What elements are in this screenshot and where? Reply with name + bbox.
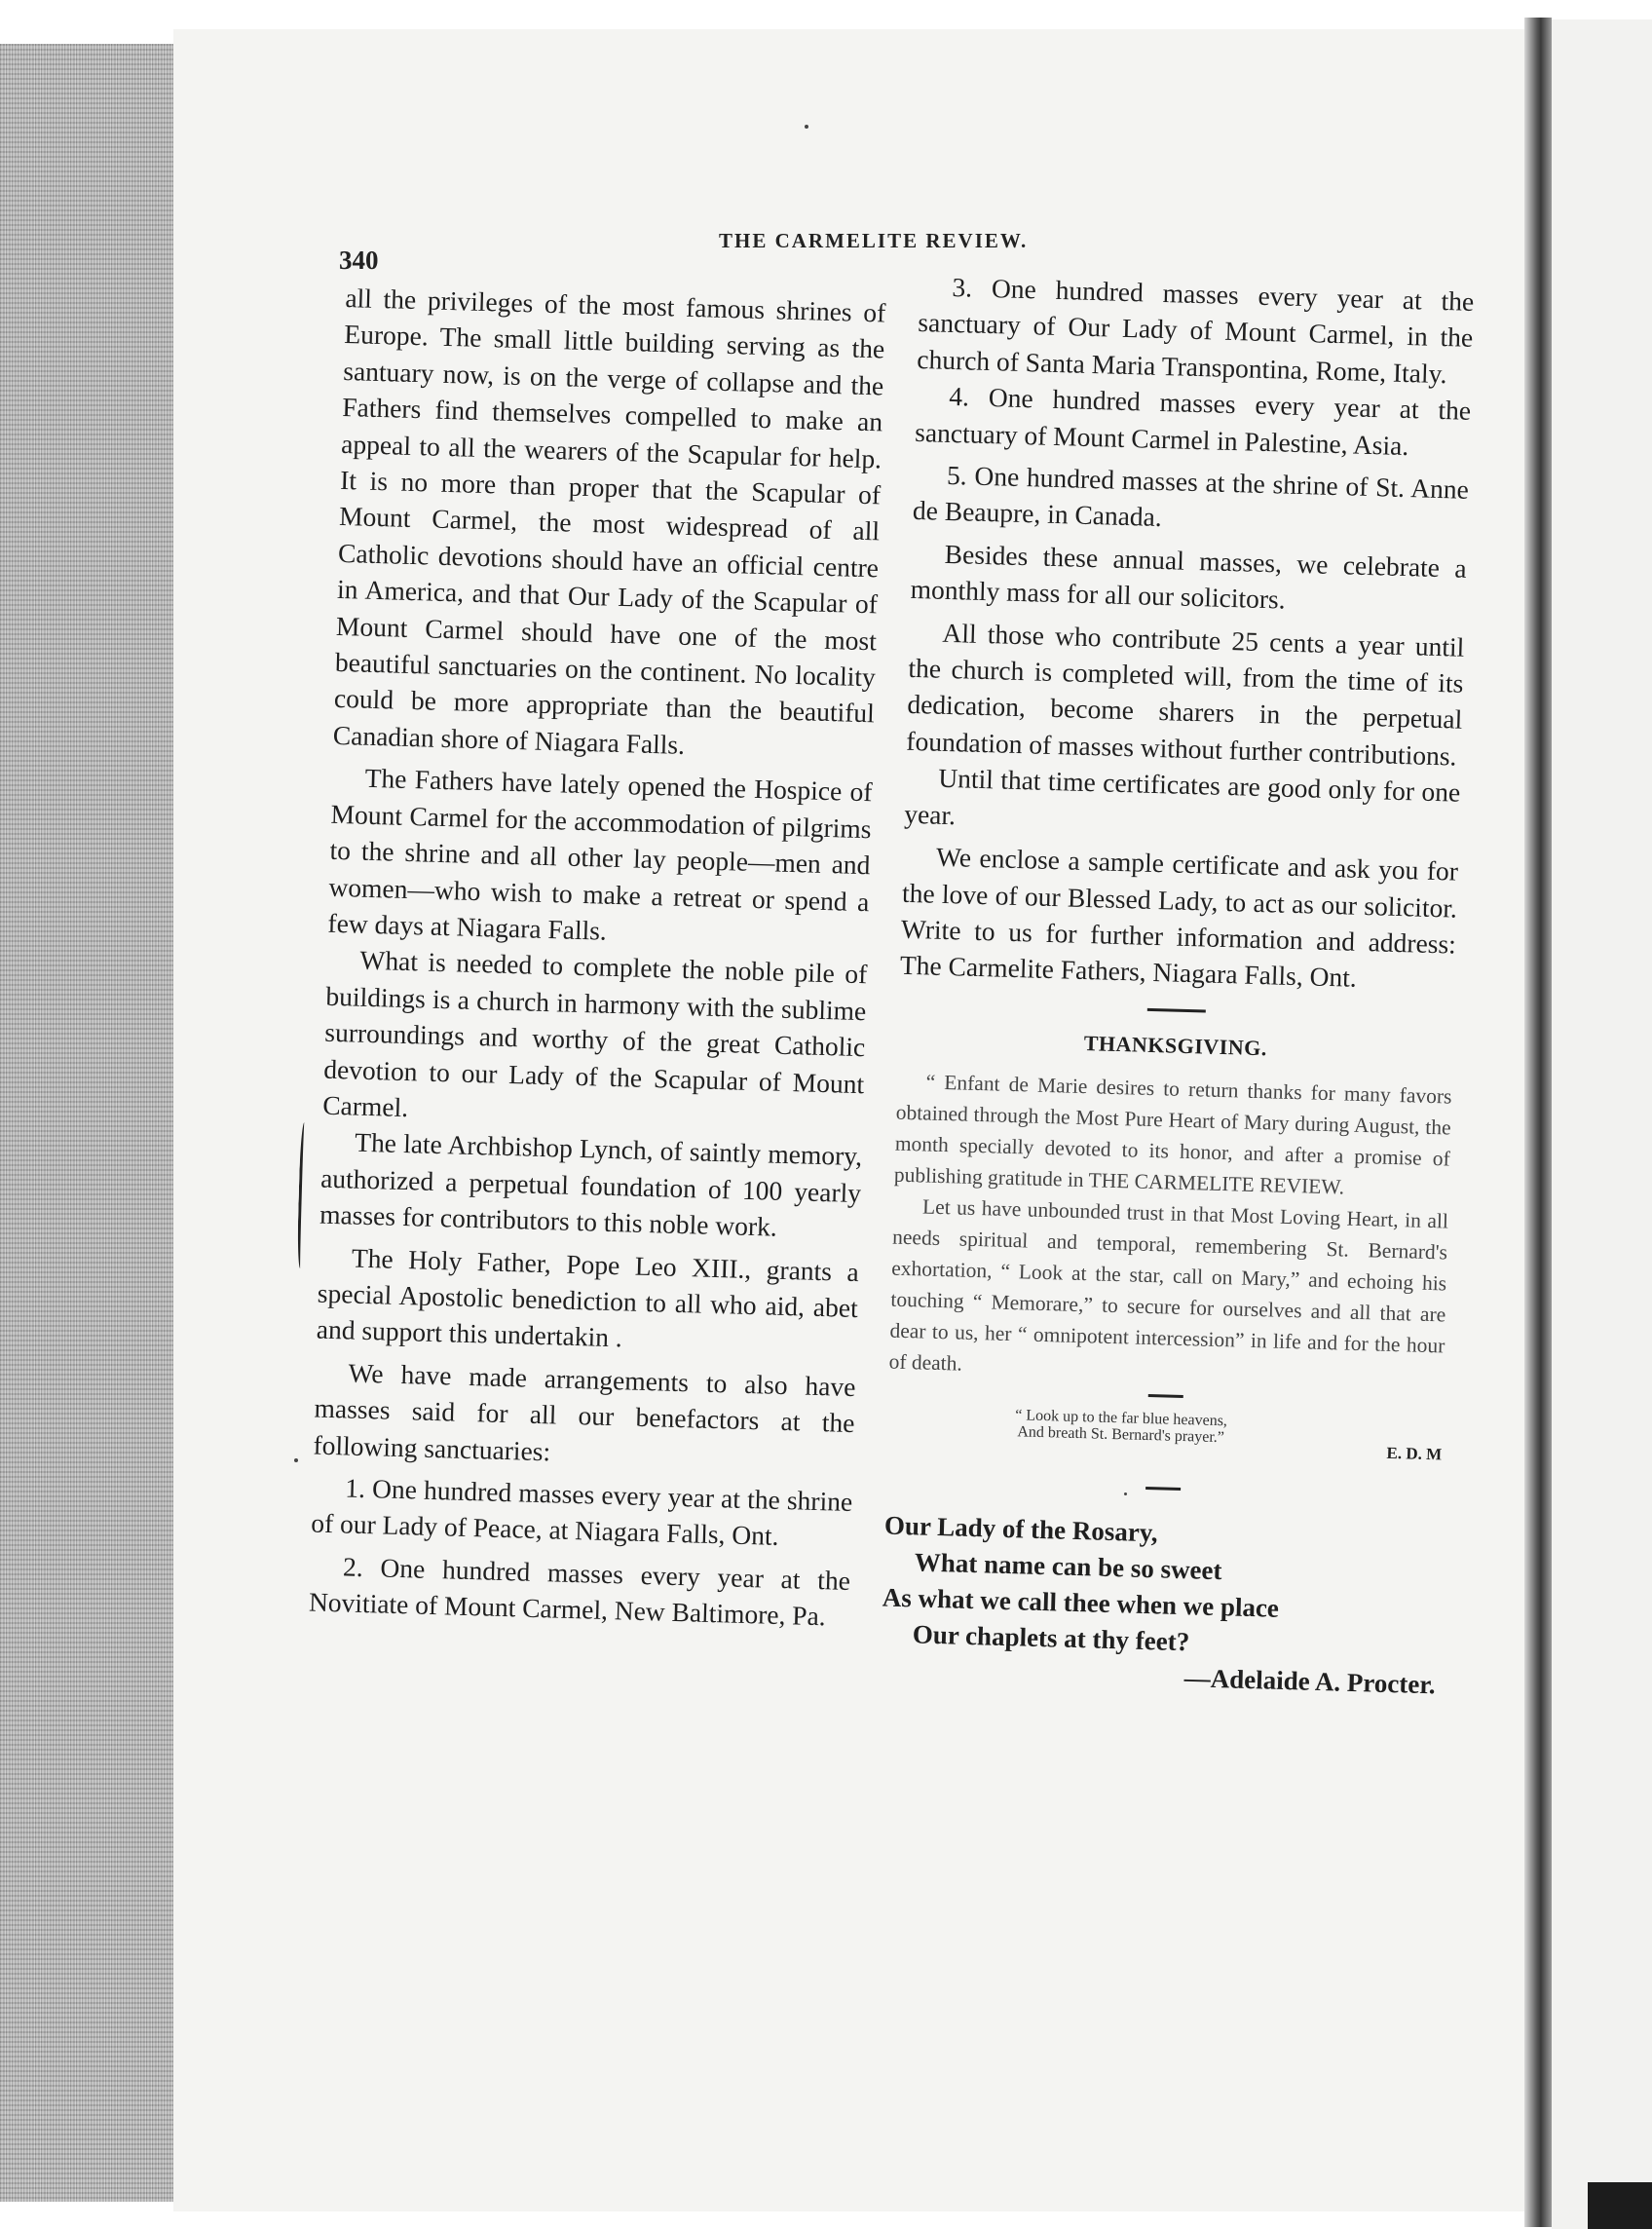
right-column <box>880 268 1474 1703</box>
list-item: 3. One hundred masses every year at the sanctuary of Our Lady of Mount Carmel, in the church of Santa Maria Transpontina, Rome, Italy. <box>916 271 1475 389</box>
poem-line: What name can be so sweet <box>914 1546 1222 1585</box>
paragraph: The Holy Father, Pope Leo XIII., grants a special Apostolic benediction to all who aid, abet and support this undertakin . <box>316 1242 860 1353</box>
poem-line: Our Lady of the Rosary, <box>883 1510 1159 1547</box>
page-number: 340 <box>339 246 379 275</box>
short-rule <box>1145 1487 1181 1491</box>
paragraph: All those who contribute 25 cents a year until the church is completed will, from the time of its dedication, become sharers in the perpetual foundation of masses without further contributions. <box>906 617 1465 772</box>
short-rule <box>1148 1394 1183 1398</box>
poem-line: Our chaplets at thy feet? <box>912 1618 1190 1656</box>
verse-line: And breath St. Bernard's prayer.” <box>1017 1423 1225 1447</box>
verse-line: “ Look up to the far blue heavens, <box>1015 1407 1228 1430</box>
book-gutter <box>1524 18 1552 2227</box>
thanksgiving-title: THANKSGIVING. <box>1083 1030 1268 1060</box>
running-head: THE CARMELITE REVIEW. <box>719 229 1029 252</box>
book-page-edges <box>0 44 173 2202</box>
paragraph: Until that time certificates are good only for one year. <box>903 763 1461 830</box>
poem-attribution: —Adelaide A. Procter. <box>1183 1662 1437 1699</box>
paragraph: The Fathers have lately opened the Hospice of Mount Carmel for the accommodation of pilgrims to the shrine and all other lay people—men and women—who wish to make a retreat or spend a few days at Niagara Falls. <box>327 763 873 946</box>
facing-page <box>1552 19 1652 2229</box>
paragraph: Besides these annual masses, we celebrate a monthly mass for all our solicitors. <box>910 538 1468 615</box>
poem-line: As what we call thee when we place <box>882 1582 1280 1623</box>
list-item: 4. One hundred masses every year at the sanctuary of Mount Carmel in Palestine, Asia. <box>914 381 1472 461</box>
list-item: 5. One hundred masses at the shrine of St. Anne de Beaupre, in Canada. <box>912 459 1470 533</box>
paragraph: “ Enfant de Marie desires to return thanks for many favors obtained through the Most Pure Heart of Mary during August, the month specially devoted to its honor, and after a promise of publishing gratitude in THE CARMELITE REVIEW. <box>893 1070 1452 1199</box>
paragraph: We enclose a sample certificate and ask you for the love of our Blessed Lady, to act as our solicitor. Write to us for further information and address: The Carmelite Fathers, Niagara Falls, Ont. <box>899 841 1459 994</box>
list-item: 2. One hundred masses every year at the Novitiate of Mount Carmel, New Baltimore, Pa. <box>308 1551 851 1632</box>
paragraph: all the privileges of the most famous shrines of Europe. The small little building serving as the santuary now, is on the verge of collapse and the Fathers find themselves compelled to make an appeal to all the wearers of the Scapular for help. It is no more than proper that the Scapular of Mount Carmel, the most widespread of all Catholic devotions should have an official centre in America, and that Our Lady of the Scapular of Mount Carmel should have one of the most beautiful sanctuaries on the continent. No locality could be more appropriate than the beautiful Canadian shore of Niagara Falls. <box>332 282 886 760</box>
print-speck <box>805 125 808 129</box>
left-column <box>309 280 886 1636</box>
paragraph: We have made arrangements to also have masses said for all our benefactors at the following sanctuaries: <box>313 1357 856 1466</box>
print-speck <box>294 1458 298 1462</box>
paragraph: Let us have unbounded trust in that Most Loving Heart, in all needs spiritual and temporal, remembering St. Bernard's exhortation, “ Look at the star, call on Mary,” and echoing his touching “ Memorare,” to secure for ourselves and all that are dear to us, her “ omnipotent intercession” in life and for the hour of death. <box>888 1194 1449 1376</box>
paragraph: The late Archbishop Lynch, of saintly memory, authorized a perpetual foundation of 100 yearly masses for contributors to this noble work. <box>319 1126 863 1242</box>
signature: E. D. M <box>1386 1443 1443 1464</box>
paragraph: What is needed to complete the noble pile of buildings is a church in harmony with the sublime surroundings and worthy of the great Catholic devotion to our Lady of the Scapular of Mount Carmel. <box>321 944 868 1123</box>
section-rule <box>1147 1008 1206 1013</box>
thanksgiving-body <box>888 1066 1452 1393</box>
poem <box>880 1507 1440 1703</box>
binding-corner <box>1588 2182 1652 2229</box>
list-item: 1. One hundred masses every year at the shrine of our Lady of Peace, at Niagara Falls, Ont. <box>310 1472 853 1552</box>
